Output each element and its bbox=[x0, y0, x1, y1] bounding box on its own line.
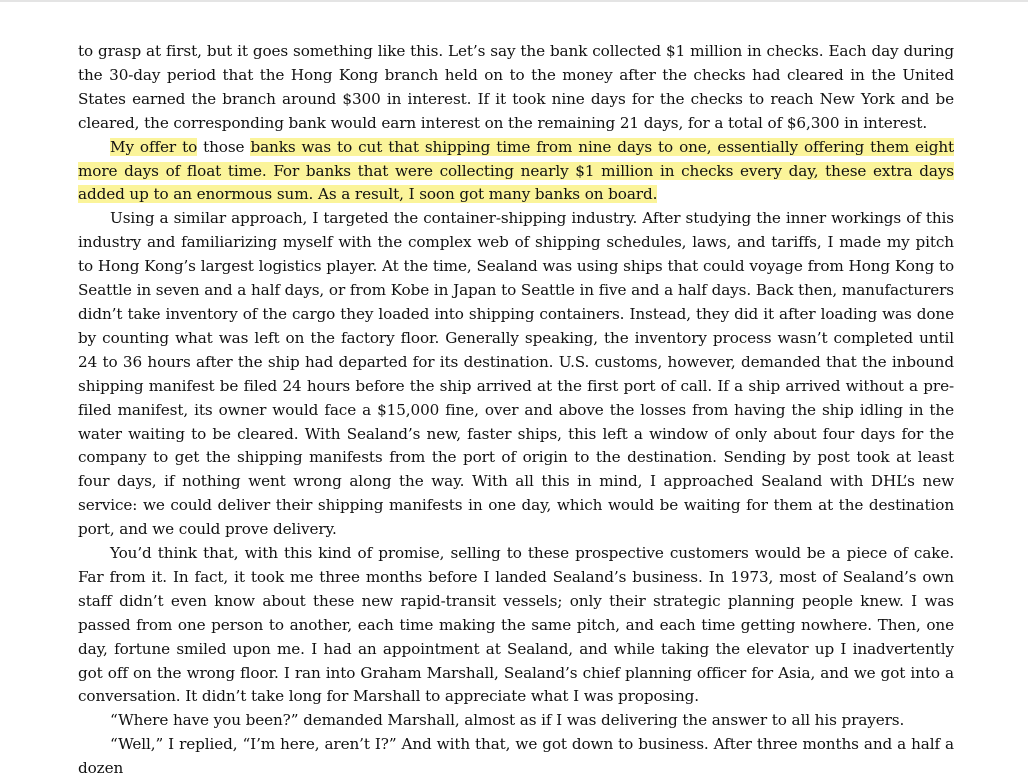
paragraph-2-highlighted bbox=[78, 136, 954, 208]
paragraph-1: to grasp at first, but it goes something like this. Let’s say the bank collected $1 million in checks. Each day during the 30-day period that the Hong Kong branch held on to the money after the checks had cleared in the United States earned the branch around $300 in interest. If it took nine days for the checks to reach New York and be cleared, the corresponding bank would earn interest on the remaining 21 days, for a total of $6,300 in interest. bbox=[78, 42, 954, 132]
paragraph-4: You’d think that, with this kind of promise, selling to these prospective customers would be a piece of cake. Far from it. In fact, it took me three months before I landed Sealand’s business. In 1973, most of Sealand’s own staff didn’t even know about these new rapid-transit vessels; only their strategic planning people knew. I was passed from one person to another, each time making the same pitch, and each time getting nowhere. Then, one day, fortune smiled upon me. I had an appointment at Sealand, and while taking the elevator up I inadvertently got off on the wrong floor. I ran into Graham Marshall, Sealand’s chief planning officer for Asia, and we got into a conversation. It didn’t take long for Marshall to appreciate what I was proposing. bbox=[78, 544, 954, 706]
paragraph-3: Using a similar approach, I targeted the container-shipping industry. After studying the inner workings of this industry and familiarizing myself with the complex web of shipping schedules, laws, and tariffs, I made my pitch to Hong Kong’s largest logistics player. At the time, Sealand was using ships that could voyage from Hong Kong to Seattle in seven and a half days, or from Kobe in Japan to Seattle in five and a half days. Back then, manufacturers didn’t take inventory of the cargo they loaded into shipping containers. Instead, they did it after loading was done by counting what was left on the factory floor. Generally speaking, the inventory process wasn’t completed until 24 to 36 hours after the ship had departed for its destination. U.S. customs, however, demanded that the inbound shipping manifest be filed 24 hours before the ship arrived at the first port of call. If a ship arrived without a pre-filed manifest, its owner would face a $15,000 fine, over and above the losses from having the ship idling in the water waiting to be cleared. With Sealand’s new, faster ships, this left a window of only about four days for the company to get the shipping manifests from the port of origin to the destination. Sending by post took at least four days, if nothing went wrong along the way. With all this in mind, I approached Sealand with DHL’s new service: we could deliver their shipping manifests in one day, which would be waiting for them at the destination port, and we could prove delivery. bbox=[78, 209, 954, 539]
top-border bbox=[0, 0, 1028, 2]
highlight-segment-1[interactable]: My offer to bbox=[110, 137, 198, 156]
document-page bbox=[78, 40, 954, 781]
unhighlighted-word: those bbox=[197, 137, 251, 156]
paragraph-5: “Where have you been?” demanded Marshall, almost as if I was delivering the answer to all his prayers. bbox=[110, 711, 905, 730]
highlight-segment-2[interactable]: banks was to cut that shipping time from nine days to one, essentially offering them eight more days of float time. For banks that were collecting nearly $1 million in checks every day, these extra days added up to an enormous sum. As a result, I soon got many banks on board. bbox=[78, 137, 955, 204]
paragraph-6: “Well,” I replied, “I’m here, aren’t I?” And with that, we got down to business. After three months and a half a dozen bbox=[78, 735, 954, 778]
